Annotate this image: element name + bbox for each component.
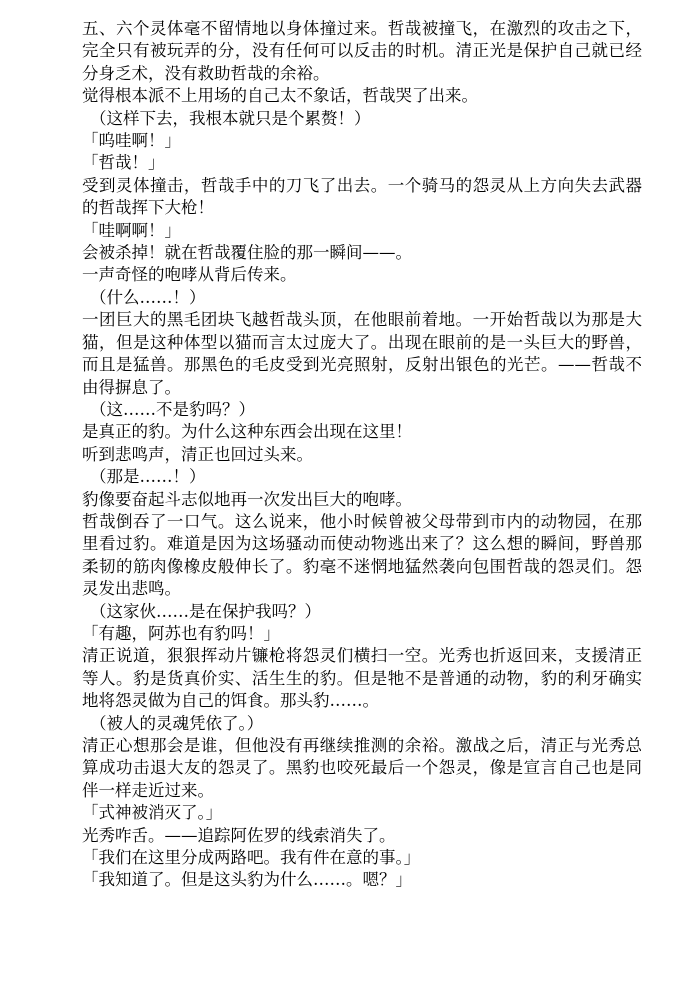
paragraph: （这样下去，我根本就只是个累赘！） [90, 108, 371, 128]
paragraph: 一团巨大的黑毛团块飞越哲哉头顶，在他眼前着地。一开始哲哉以为那是大猫，但是这种体型以猫而言太过庞大了。出现在眼前的是一头巨大的野兽，而且是猛兽。那黑色的毛皮受到光亮照射，反射出银色的光芒。——哲哉不由得摒息了。 [82, 310, 642, 397]
paragraph: （那是……！） [90, 467, 206, 487]
paragraph: 「我们在这里分成两路吧。我有件在意的事。」 [82, 848, 421, 868]
paragraph: 哲哉倒吞了一口气。这么说来，他小时候曾被父母带到市内的动物园，在那里看过豹。难道是因为这场骚动而使动物逃出来了？这么想的瞬间，野兽那柔韧的筋肉像橡皮般伸长了。豹毫不迷惘地猛然袭向包围哲哉的怨灵们。怨灵发出悲鸣。 [82, 511, 642, 599]
document-page [82, 18, 642, 892]
paragraph: （这……不是豹吗？） [90, 399, 255, 419]
paragraph: 觉得根本派不上用场的自己太不象话，哲哉哭了出来。 [82, 86, 478, 106]
paragraph: （被人的灵魂凭依了。） [90, 713, 264, 733]
paragraph: 「呜哇啊！」 [82, 131, 181, 151]
paragraph: 一声奇怪的咆哮从背后传来。 [82, 265, 297, 285]
paragraph: 受到灵体撞击，哲哉手中的刀飞了出去。一个骑马的怨灵从上方向失去武器的哲哉挥下大枪！ [82, 175, 642, 218]
paragraph: 是真正的豹。为什么这种东西会出现在这里！ [82, 422, 412, 442]
paragraph: 听到悲鸣声，清正也回过头来。 [82, 444, 313, 464]
paragraph: 清正说道，狠狠挥动片镰枪将怨灵们横扫一空。光秀也折返回来，支援清正等人。豹是货真价实、活生生的豹。但是牠不是普通的动物，豹的利牙确实地将怨灵做为自己的饵食。那头豹……。 [82, 646, 642, 711]
paragraph: 五、六个灵体毫不留情地以身体撞过来。哲哉被撞飞，在激烈的攻击之下，完全只有被玩弄的分，没有任何可以反击的时机。清正光是保护自己就已经分身乏术，没有救助哲哉的余裕。 [82, 19, 642, 83]
paragraph: 会被杀掉！就在哲哉覆住脸的那一瞬间——。 [82, 243, 412, 263]
paragraph: 清正心想那会是谁，但他没有再继续推测的余裕。激战之后，清正与光秀总算成功击退大友的怨灵了。黑豹也咬死最后一个怨灵，像是宣言自己也是同伴一样走近过来。 [82, 736, 642, 800]
paragraph: 「有趣，阿苏也有豹吗！」 [82, 623, 280, 643]
paragraph: （什么……！） [90, 287, 206, 307]
paragraph: 光秀咋舌。——追踪阿佐罗的线索消失了。 [82, 825, 396, 845]
paragraph: 「哲哉！」 [82, 153, 165, 173]
paragraph: 「我知道了。但是这头豹为什么……。嗯？」 [82, 870, 412, 890]
paragraph: 「式神被消灭了。」 [82, 803, 223, 823]
paragraph: 豹像要奋起斗志似地再一次发出巨大的咆哮。 [82, 489, 412, 509]
paragraph: （这家伙……是在保护我吗？） [90, 601, 321, 621]
paragraph: 「哇啊啊！」 [82, 220, 181, 240]
